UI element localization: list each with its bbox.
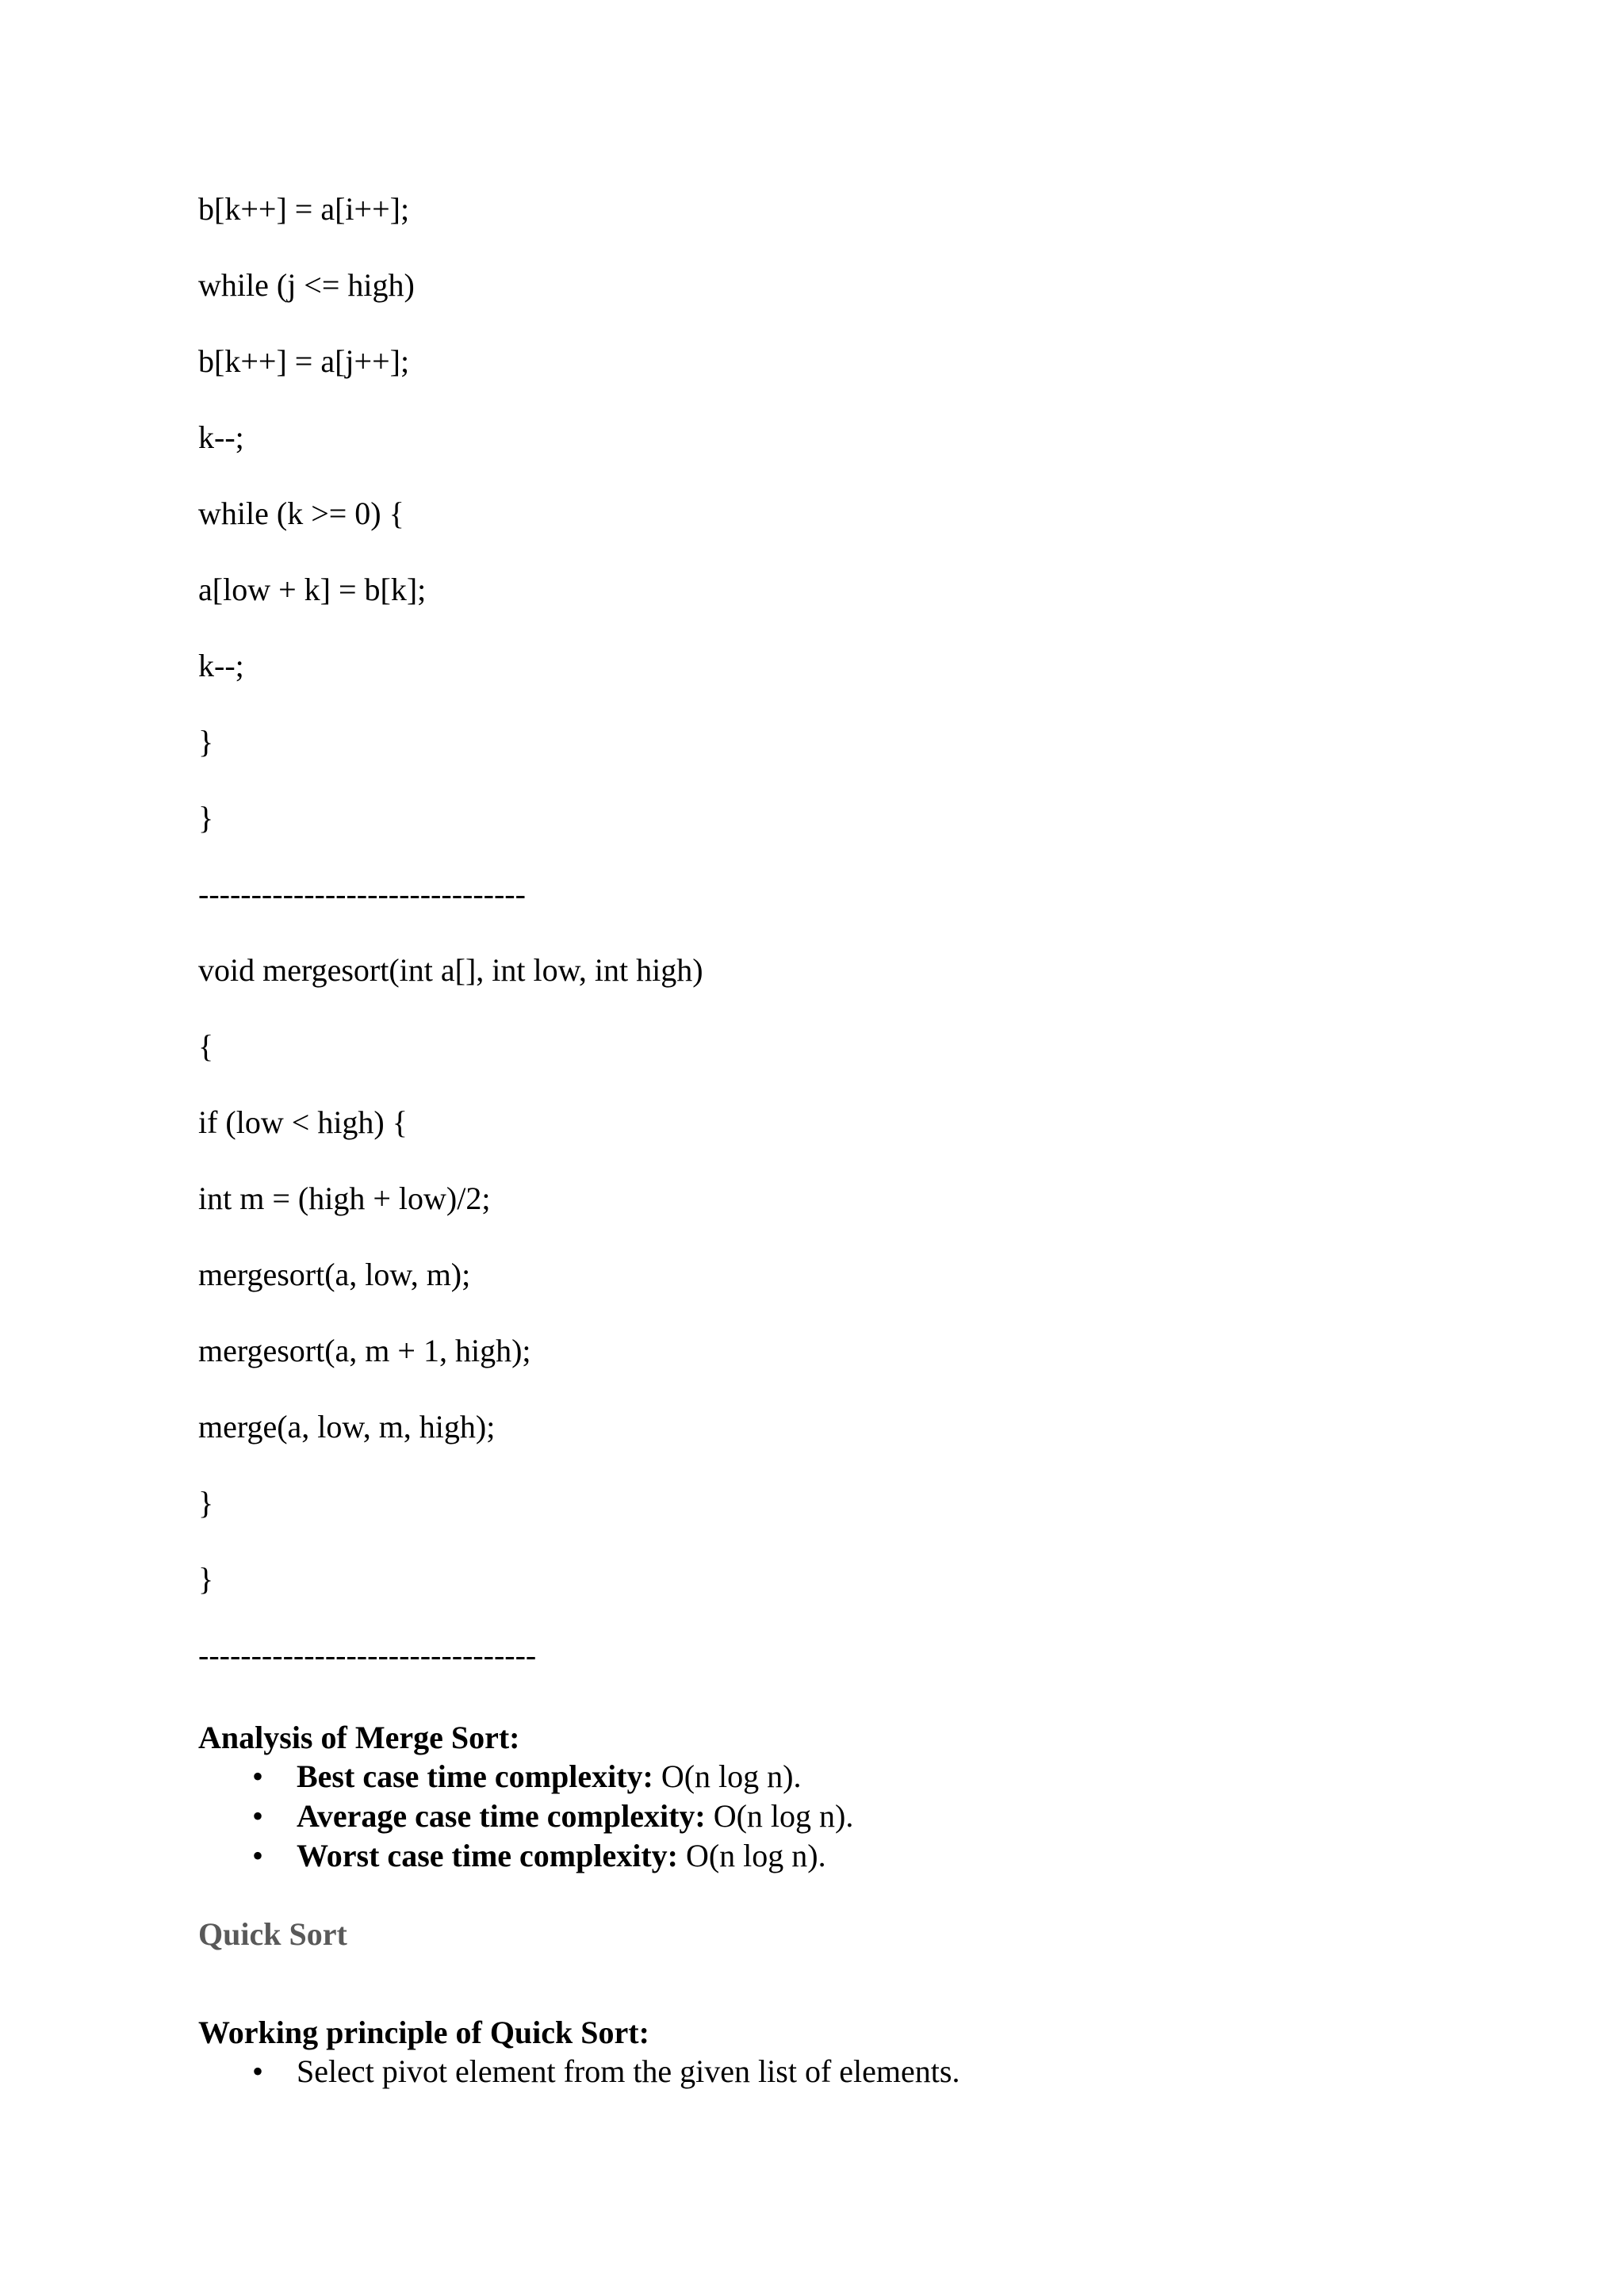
- list-item: [198, 1836, 1467, 1876]
- list-item: [198, 1757, 1467, 1797]
- list-item: [198, 1797, 1467, 1836]
- analysis-heading: Analysis of Merge Sort:: [198, 1720, 520, 1755]
- code-line: if (low < high) {: [198, 1104, 408, 1140]
- code-line: }: [198, 800, 214, 836]
- code-line: merge(a, low, m, high);: [198, 1409, 496, 1445]
- code-line: while (k >= 0) {: [198, 496, 404, 531]
- code-line: int m = (high + low)/2;: [198, 1181, 491, 1216]
- code-line: }: [198, 724, 214, 760]
- item-value: O(n log n).: [705, 1798, 854, 1834]
- code-line: a[low + k] = b[k];: [198, 572, 427, 607]
- working-list: [198, 2052, 1467, 2091]
- code-line: b[k++] = a[j++];: [198, 343, 410, 379]
- separator-line: --------------------------------: [198, 1637, 537, 1673]
- working-heading: Working principle of Quick Sort:: [198, 2015, 649, 2050]
- item-value: O(n log n).: [677, 1838, 826, 1873]
- code-line: mergesort(a, m + 1, high);: [198, 1333, 531, 1368]
- bullet-icon: •: [252, 2053, 264, 2089]
- bullet-icon: •: [252, 1838, 264, 1873]
- quick-sort-working-principle: [198, 2014, 1467, 2091]
- code-line: }: [198, 1485, 214, 1521]
- quick-sort-title: Quick Sort: [198, 1916, 347, 1952]
- list-item: [198, 2052, 1467, 2091]
- bullet-icon: •: [252, 1798, 264, 1834]
- bullet-icon: •: [252, 1758, 264, 1794]
- code-line: }: [198, 1561, 214, 1597]
- item-value: O(n log n).: [653, 1758, 802, 1794]
- item-text: Select pivot element from the given list of elements.: [297, 2053, 960, 2089]
- code-line: void mergesort(int a[], int low, int high): [198, 952, 703, 988]
- analysis-list: [198, 1757, 1467, 1876]
- separator-line: -------------------------------: [198, 876, 526, 912]
- code-line: k--;: [198, 648, 244, 683]
- code-line: while (j <= high): [198, 267, 415, 303]
- item-label: Average case time complexity:: [297, 1798, 706, 1834]
- item-label: Best case time complexity:: [297, 1758, 653, 1794]
- item-label: Worst case time complexity:: [297, 1838, 678, 1873]
- code-block: [198, 190, 1467, 1712]
- code-line: mergesort(a, low, m);: [198, 1257, 471, 1292]
- merge-sort-analysis: [198, 1719, 1467, 1876]
- code-line: {: [198, 1028, 214, 1064]
- code-line: k--;: [198, 419, 244, 455]
- code-line: b[k++] = a[i++];: [198, 191, 410, 227]
